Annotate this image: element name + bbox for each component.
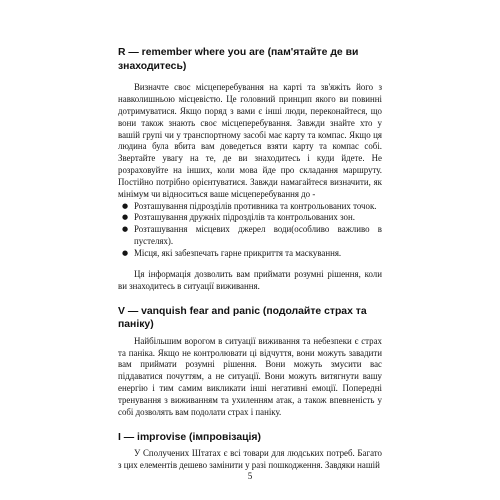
list-item (118, 248, 382, 260)
list-item-text: Розташування дружніх підрозділів та контрольованих зон. (134, 212, 355, 223)
section-r-bullet-list (118, 201, 382, 260)
list-item-text: Розташування місцевих джерел води(особливо важливо в пустелях). (134, 224, 382, 247)
list-item-text: Розташування підрозділів противника та контрольованих точок. (134, 200, 377, 211)
list-item (118, 201, 382, 213)
list-item (118, 224, 382, 248)
list-item-text: Місця, які забезпечать гарне прикриття та маскування. (134, 248, 342, 258)
bullet-icon: ● (122, 213, 129, 222)
page-number: 5 (247, 471, 253, 481)
bullet-icon: ● (122, 225, 129, 234)
section-heading-r: R — remember where you are (пам'ятайте де ви знаходитесь) (118, 47, 359, 72)
section-r-paragraph-2: Ця інформація дозволить вам приймати розумні рішення, коли ви знаходитесь в ситуації виживання. (118, 268, 382, 291)
section-r-paragraph-1: Визначте своє місцеперебування на карті та зв'яжіть його з навколишньою місцевістю. Це головний принцип якого ви повинні дотримуватися. Якщо поряд з вами є інші люди, переконайтеся, що вони також знають своє місцеперебування. Завжди знайте хто у вашій групі чи у транспортному засобі має карту та компас. Якщо ця людина була вбита вам доведеться взяти карту та компас собі. Звертайте увагу на те, де ви знаходитесь і куди йдете. Не розраховуйте на інших, коли мова йде про складання маршруту. Постійно потрібно орієнтуватися. Завжди намагайтеся визначити, як мінімум чи відноситься ваше місцеперебування до - (118, 82, 382, 199)
section-heading-v: V — vanquish fear and panic (подолайте страх та паніку) (118, 305, 367, 331)
list-item (118, 212, 382, 224)
section-i-paragraph-1: У Сполучених Штатах є всі товари для людських потреб. Багато з цих елементів дешево замінити у разі пошкодження. Завдяки нашій (118, 448, 382, 471)
section-v-paragraph-1: Найбільшим ворогом в ситуації виживання та небезпеки є страх та паніка. Якщо не контролювати ці відчуття, вони можуть завадити вам приймати розумні рішення. Вони можуть змусити вас піддаватися почуттям, а не ситуації. Вони можуть витягнути вашу енергію і тим самим викликати інші негативні емоції. Попередні тренування з виживанням та ухиленням атак, а також впевненість у собі дозволять вам подолати страх і паніку. (118, 335, 382, 417)
bullet-icon: ● (122, 249, 129, 257)
page-content (118, 46, 382, 472)
bullet-icon: ● (122, 201, 129, 210)
section-heading-i: I — improvise (імпровізація) (118, 431, 261, 443)
